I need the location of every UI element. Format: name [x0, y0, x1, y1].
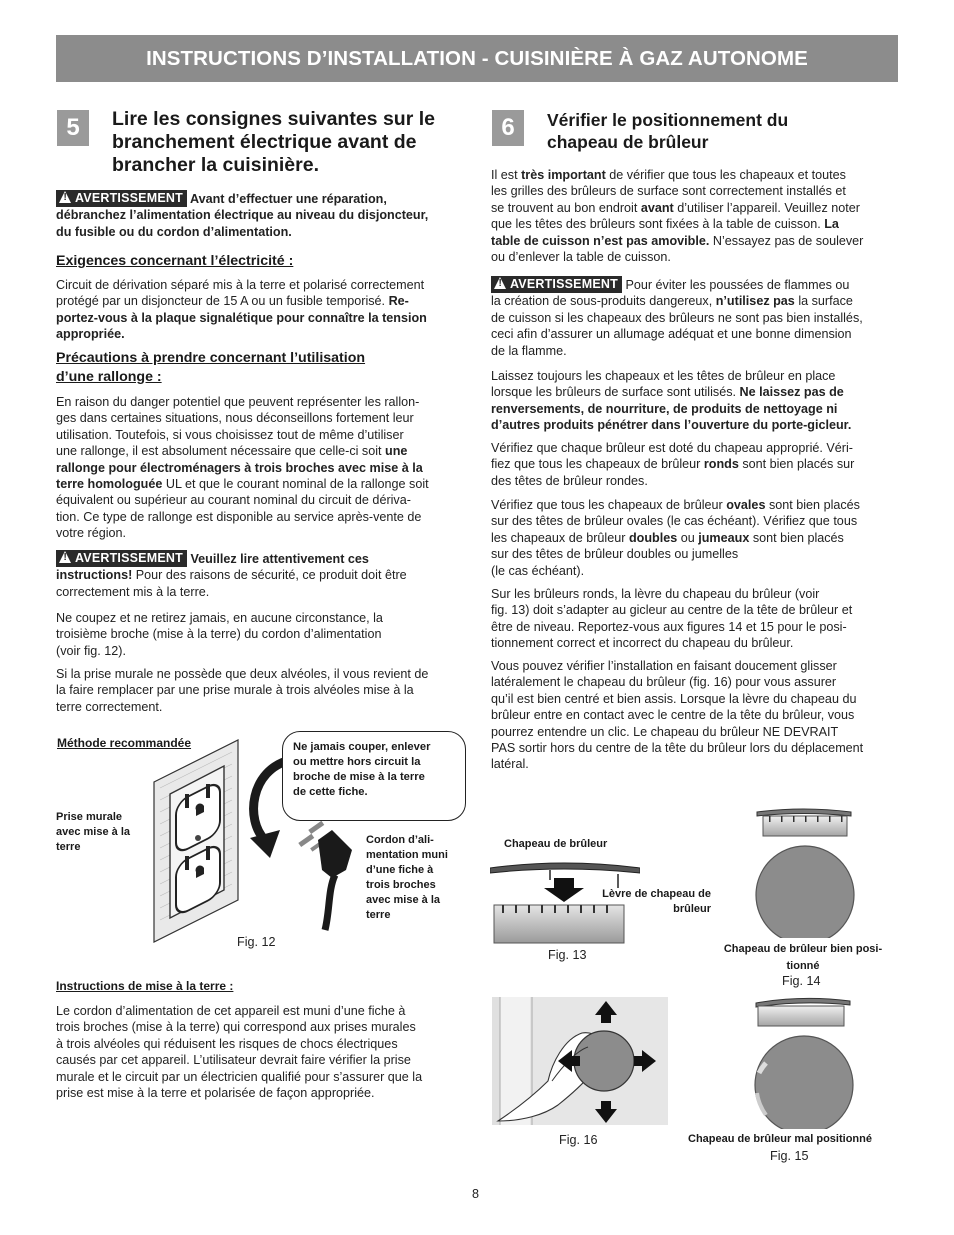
figure-16-illustration — [492, 997, 668, 1125]
page-banner: INSTRUCTIONS D’INSTALLATION - CUISINIÈRE À GAZ AUTONOME — [56, 35, 898, 82]
fig-14-label: Fig. 14 — [782, 974, 821, 988]
fig-13-lip-label: Lèvre de chapeau de brûleur — [602, 888, 711, 915]
warning-badge: ! AVERTISSEMENT — [56, 550, 187, 567]
fig-13-cap-label: Chapeau de brûleur — [504, 838, 608, 850]
oval-caps-text: Vérifiez que tous les chapeaux de brûleur ovales sont bien placés sur des têtes de brûleur ovales (le cas échéant). Vérifiez que tous les chapeaux de brûleur doubles ou jumeaux sont bien placés sur des têtes de brûleur doubles ou jumelles (le cas échéant). — [491, 498, 860, 578]
figure-14-illustration — [755, 808, 855, 938]
cord-label: Cordon d’ali- mentation muni d’une fiche à trois broches avec mise à la terre — [366, 834, 448, 921]
step-number-5: 5 — [57, 110, 89, 146]
warning-bubble-text: Ne jamais couper, enlever ou mettre hors circuit la broche de mise à la terre de cette fiche. — [293, 741, 431, 798]
recommended-method-label: Méthode recommandée — [57, 736, 192, 750]
warning-flare-ups: ! AVERTISSEMENT Pour éviter les poussées de flammes ou la création de sous-produits dangereux, n’utilisez pas la surface de cuisson si les chapeaux des brûleurs ne sont pas bien installés, ceci afin d’assurer un allumage adéquat et une bonne dimension de la flamme. — [491, 277, 863, 358]
step-number-6: 6 — [492, 110, 524, 146]
keep-caps-text: Laissez toujours les chapeaux et les têtes de brûleur en place lorsque les brûleurs de surface sont utilisés. Ne laissez pas de renversements, de nourriture, de produits de nettoyage ni d’autres produits pénétrer dans l’ouverture du porte-gicleur. — [491, 369, 852, 433]
fig-14-caption: Chapeau de brûleur bien posi- tionné — [723, 943, 883, 972]
fig-12-label: Fig. 12 — [237, 935, 276, 949]
cap-lip-text: Sur les brûleurs ronds, la lèvre du chapeau du brûleur (voir fig. 13) doit s’adapter au gicleur au centre de la tête de brûleur et être de niveau. Reportez-vous aux figures 14 et 15 pour le posi- tionnement correct et incorrect du chapeau du brûleur. — [491, 587, 853, 651]
outlet-label: Prise murale avec mise à la terre — [56, 811, 131, 853]
warning-icon: ! — [59, 551, 71, 563]
grounding-text: Le cordon d’alimentation de cet appareil est muni d’une fiche à trois broches (mise à la terre) qui correspond aux prises murales à trois alvéoles qui réduisent les risques de chocs électriques causés par cet appareil. L’utilisateur devrait faire vérifier la prise murale et le circuit par un électricien qualifié pour s’assurer que la prise est mise à la terre et polarisée de façon appropriée. — [56, 1004, 423, 1101]
warning-icon: ! — [494, 277, 506, 289]
electric-requirements-text: Circuit de dérivation séparé mis à la terre et polarisé correctement protégé par un disjoncteur de 15 A ou un fusible temporisé. Re- portez-vous à la plaque signalétique pour connaître la tension appropriée. — [56, 278, 427, 342]
burner-cap-intro: Il est très important de vérifier que tous les chapeaux et toutes les grilles des brûleurs de surface sont correctement installés et se trouvent au bon endroit avant d’utiliser l’appareil. Veuillez noter que les têtes des brûleurs sont fixées à la table de cuisson. La table de cuisson n’est pas amovible. N’essayez pas de soulever ou d’enlever la table de cuisson. — [491, 168, 864, 265]
two-slot-outlet-text: Si la prise murale ne possède que deux alvéoles, il vous revient de la faire remplacer par une prise murale à trois alvéoles mise à la terre correctement. — [56, 667, 429, 714]
electric-requirements-heading: Exigences concernant l’électricité : — [56, 253, 294, 269]
grounding-heading: Instructions de mise à la terre : — [56, 979, 234, 993]
warning-icon: ! — [59, 191, 71, 203]
warning-power: ! AVERTISSEMENT Avant d’effectuer une réparation, débranchez l’alimentation électrique au niveau du disjoncteur, du fusible ou du cordon d’alimentation. — [56, 191, 429, 239]
slide-cap-text: Vous pouvez vérifier l’installation en faisant doucement glisser latéralement le chapeau du brûleur (fig. 16) pour vous assurer qu’il est bien centré et bien assis. Lorsque la lèvre du chapeau du brûleur entre en contact avec le centre de la tête du brûleur, vous pourrez entendre un clic. Le chapeau du brûleur NE DEVRAIT PAS sortir hors du centre de la tête du brûleur lors du déplacement latéral. — [491, 659, 864, 772]
round-caps-text: Vérifiez que chaque brûleur est doté du chapeau approprié. Véri- fiez que tous les chapeaux de brûleur ronds sont bien placés sur des têtes de brûleur rondes. — [491, 441, 855, 488]
fig-15-caption: Chapeau de brûleur mal positionné — [688, 1133, 872, 1145]
fig-16-label: Fig. 16 — [559, 1133, 598, 1147]
page-number: 8 — [472, 1187, 480, 1201]
section-6-title: Vérifier le positionnement du chapeau de brûleur — [547, 110, 789, 152]
extension-cord-text: En raison du danger potentiel que peuvent représenter les rallon- ges dans certaines situations, nous déconseillons fortement leur utilisation. Toutefois, si vous choisissez tout de même d’utiliser une rallonge, il est absolument nécessaire que celle-ci soit une rallonge pour électroménagers à trois broches avec mise à la terre homologuée UL et que le courant nominal de la rallonge soit équivalent ou supérieur au courant nominal du circuit de dériva- tion. Ce type de rallonge est disponible au service après-vente de votre région. — [56, 395, 429, 541]
figure-15-illustration — [752, 997, 856, 1129]
warning-badge: ! AVERTISSEMENT — [56, 190, 187, 207]
extension-cord-heading: Précautions à prendre concernant l’utilisation d’une rallonge : — [56, 350, 366, 385]
section-5-title: Lire les consignes suivantes sur le branchement électrique avant de brancher la cuisinière. — [112, 108, 435, 176]
warning-badge: ! AVERTISSEMENT — [491, 276, 622, 293]
ground-prong-text: Ne coupez et ne retirez jamais, en aucune circonstance, la troisième broche (mise à la terre) du cordon d’alimentation (voir fig. 12). — [56, 611, 383, 658]
warning-read-instructions: ! AVERTISSEMENT Veuillez lire attentivement ces instructions! Pour des raisons de sécurité, ce produit doit être correctement mis à la terre. — [56, 551, 407, 599]
fig-15-label: Fig. 15 — [770, 1149, 809, 1163]
fig-13-label: Fig. 13 — [548, 948, 587, 962]
